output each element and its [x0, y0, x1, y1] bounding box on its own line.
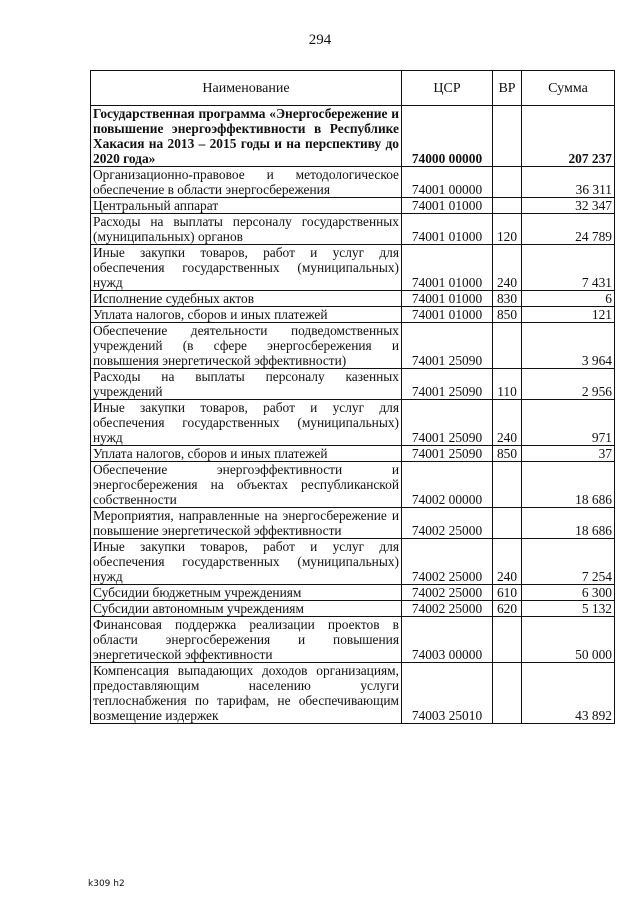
table-row	[91, 663, 615, 724]
table-row	[91, 508, 615, 539]
cell-vr	[493, 167, 522, 198]
cell-vr	[493, 198, 522, 214]
table-row	[91, 369, 615, 400]
table-row	[91, 539, 615, 585]
cell-name: Мероприятия, направленные на энергосбережение и повышение энергетической эффективности	[91, 508, 402, 539]
cell-csr: 74001 01000	[402, 291, 493, 307]
cell-csr: 74002 25000	[402, 601, 493, 617]
table-row	[91, 617, 615, 663]
cell-vr	[493, 462, 522, 508]
cell-sum: 5 132	[522, 601, 615, 617]
table-row	[91, 307, 615, 323]
cell-vr	[493, 508, 522, 539]
cell-name: Иные закупки товаров, работ и услуг для обеспечения государственных (муниципальных) нужд	[91, 245, 402, 291]
cell-vr	[493, 106, 522, 167]
cell-csr: 74001 25090	[402, 400, 493, 446]
cell-sum: 2 956	[522, 369, 615, 400]
cell-name: Уплата налогов, сборов и иных платежей	[91, 446, 402, 462]
cell-vr	[493, 323, 522, 369]
table-row	[91, 167, 615, 198]
cell-sum: 6	[522, 291, 615, 307]
cell-vr: 240	[493, 400, 522, 446]
cell-sum: 50 000	[522, 617, 615, 663]
cell-csr: 74002 25000	[402, 508, 493, 539]
page-number: 294	[308, 32, 332, 48]
header-name: Наименование	[91, 71, 402, 106]
table-row	[91, 214, 615, 245]
cell-vr	[493, 663, 522, 724]
header-vr: ВР	[493, 71, 522, 106]
cell-sum: 971	[522, 400, 615, 446]
table-row	[91, 323, 615, 369]
cell-sum: 7 431	[522, 245, 615, 291]
table-row	[91, 245, 615, 291]
cell-csr: 74001 25090	[402, 323, 493, 369]
table-row	[91, 601, 615, 617]
cell-vr: 850	[493, 307, 522, 323]
cell-sum: 18 686	[522, 462, 615, 508]
cell-name: Субсидии бюджетным учреждениям	[91, 585, 402, 601]
cell-vr: 830	[493, 291, 522, 307]
cell-sum: 3 964	[522, 323, 615, 369]
cell-sum: 207 237	[522, 106, 615, 167]
cell-sum: 7 254	[522, 539, 615, 585]
table-row	[91, 291, 615, 307]
cell-vr: 620	[493, 601, 522, 617]
cell-csr: 74001 00000	[402, 167, 493, 198]
cell-name: Государственная программа «Энергосбережение и повышение энергоэффективности в Республике Хакасия на 2013 – 2015 годы и на перспективу до 2020 года»	[91, 106, 402, 167]
cell-csr: 74000 00000	[402, 106, 493, 167]
cell-csr: 74002 00000	[402, 462, 493, 508]
cell-name: Иные закупки товаров, работ и услуг для обеспечения государственных (муниципальных) нужд	[91, 539, 402, 585]
cell-sum: 37	[522, 446, 615, 462]
cell-vr: 240	[493, 245, 522, 291]
cell-name: Расходы на выплаты персоналу государственных (муниципальных) органов	[91, 214, 402, 245]
cell-name: Центральный аппарат	[91, 198, 402, 214]
budget-table	[90, 70, 615, 724]
cell-csr: 74003 25010	[402, 663, 493, 724]
table-row	[91, 446, 615, 462]
table-row	[91, 400, 615, 446]
cell-sum: 32 347	[522, 198, 615, 214]
cell-csr: 74002 25000	[402, 585, 493, 601]
cell-csr: 74001 01000	[402, 214, 493, 245]
table-header-row	[91, 71, 615, 106]
footer-code: k309 h2	[88, 879, 125, 889]
header-csr: ЦСР	[402, 71, 493, 106]
cell-name: Уплата налогов, сборов и иных платежей	[91, 307, 402, 323]
cell-csr: 74001 25090	[402, 369, 493, 400]
cell-name: Обеспечение энергоэффективности и энергосбережения на объектах республиканской собственности	[91, 462, 402, 508]
cell-sum: 121	[522, 307, 615, 323]
cell-vr: 110	[493, 369, 522, 400]
table-row	[91, 106, 615, 167]
cell-csr: 74002 25000	[402, 539, 493, 585]
cell-sum: 36 311	[522, 167, 615, 198]
cell-name: Расходы на выплаты персоналу казенных учреждений	[91, 369, 402, 400]
table-row	[91, 462, 615, 508]
cell-name: Компенсация выпадающих доходов организациям, предоставляющим населению услуги теплоснабжения по тарифам, не обеспечивающим возмещение издержек	[91, 663, 402, 724]
table-row	[91, 198, 615, 214]
cell-csr: 74001 25090	[402, 446, 493, 462]
cell-sum: 6 300	[522, 585, 615, 601]
cell-name: Финансовая поддержка реализации проектов в области энергосбережения и повышения энергетической эффективности	[91, 617, 402, 663]
cell-name: Исполнение судебных актов	[91, 291, 402, 307]
cell-csr: 74003 00000	[402, 617, 493, 663]
cell-vr	[493, 617, 522, 663]
cell-sum: 24 789	[522, 214, 615, 245]
header-sum: Сумма	[522, 71, 615, 106]
cell-csr: 74001 01000	[402, 245, 493, 291]
cell-csr: 74001 01000	[402, 307, 493, 323]
cell-name: Организационно-правовое и методологическое обеспечение в области энергосбережения	[91, 167, 402, 198]
table-row	[91, 585, 615, 601]
cell-name: Обеспечение деятельности подведомственных учреждений (в сфере энергосбережения и повышения энергетической эффективности)	[91, 323, 402, 369]
cell-vr: 850	[493, 446, 522, 462]
cell-vr: 610	[493, 585, 522, 601]
cell-name: Иные закупки товаров, работ и услуг для обеспечения государственных (муниципальных) нужд	[91, 400, 402, 446]
cell-csr: 74001 01000	[402, 198, 493, 214]
cell-sum: 18 686	[522, 508, 615, 539]
cell-vr: 240	[493, 539, 522, 585]
cell-sum: 43 892	[522, 663, 615, 724]
cell-vr: 120	[493, 214, 522, 245]
cell-name: Субсидии автономным учреждениям	[91, 601, 402, 617]
